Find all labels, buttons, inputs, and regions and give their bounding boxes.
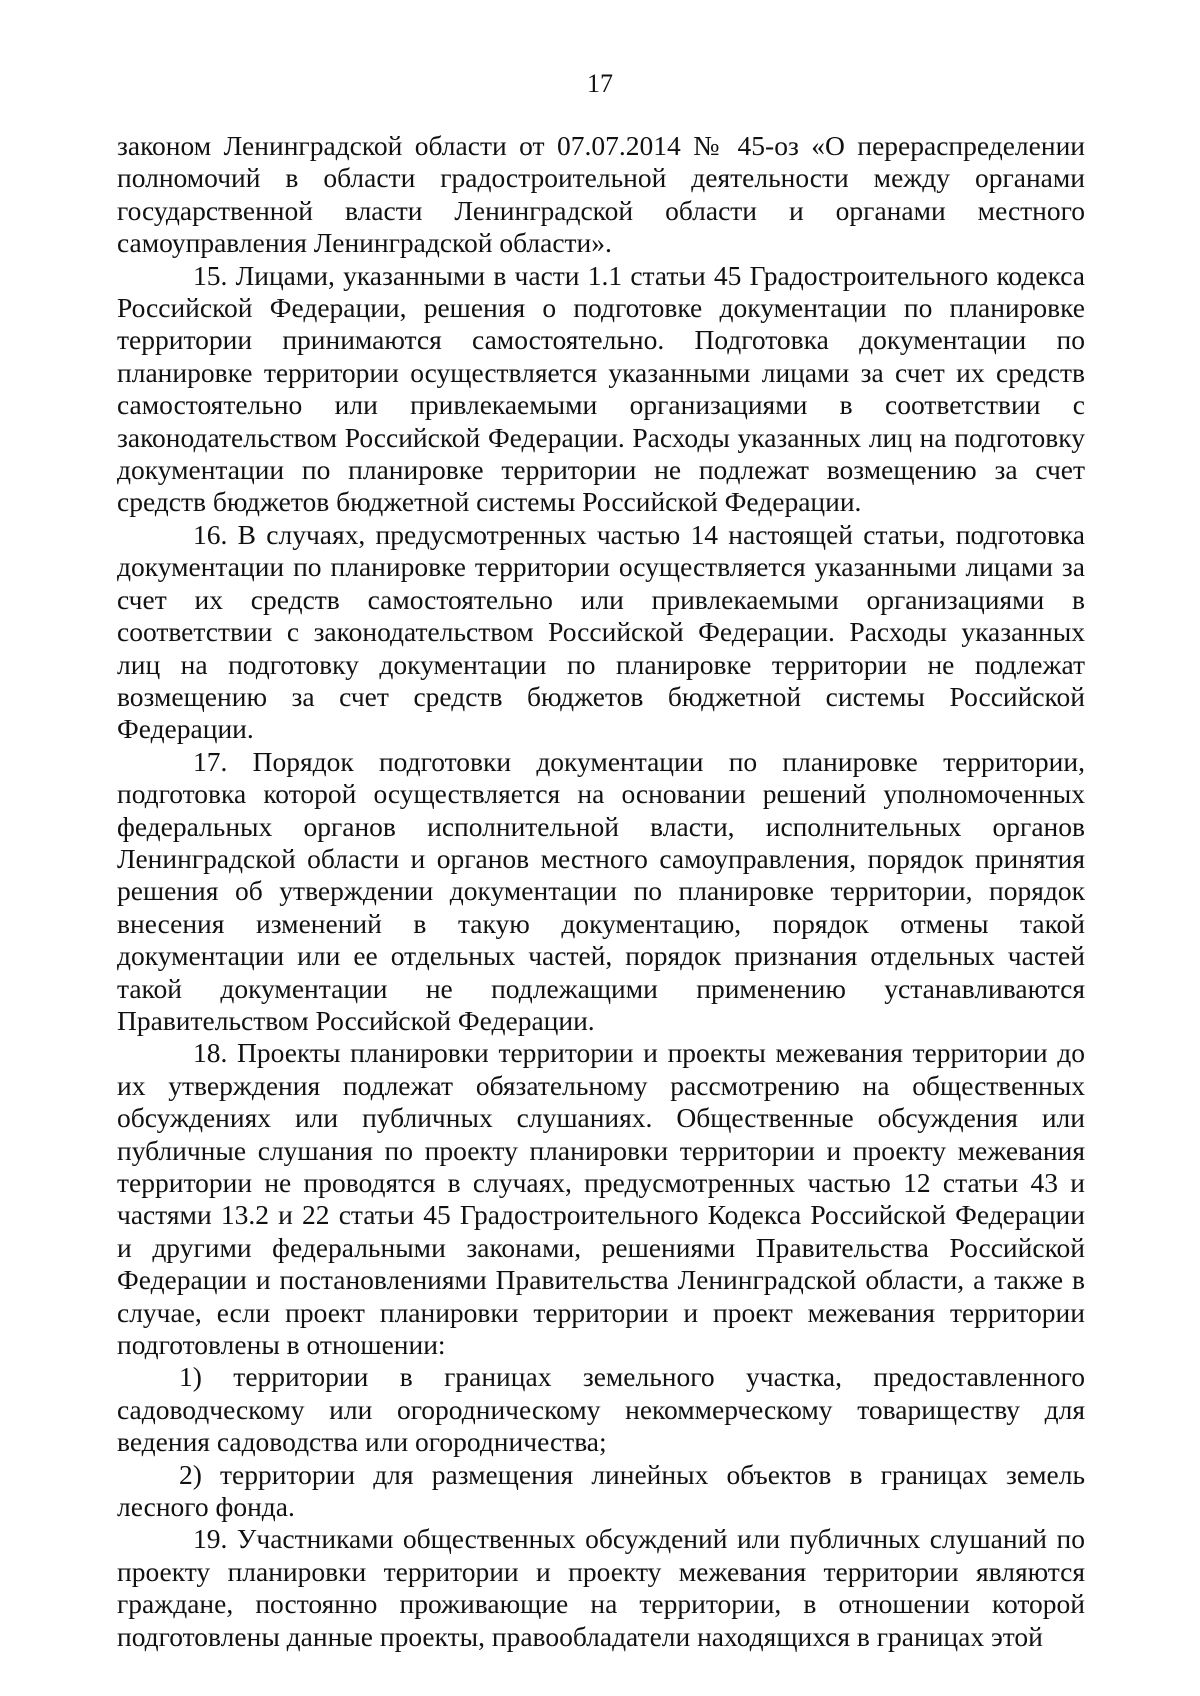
- paragraph-19: 19. Участниками общественных обсуждений или публичных слушаний по проекту планировки территории и проекту межевания территории являются граждане, постоянно проживающие на территории, в отношении которой подготовлены данные проекты, правообладатели находящихся в границах этой: [117, 1523, 1085, 1652]
- paragraph-17: 17. Порядок подготовки документации по планировке территории, подготовка которой осуществляется на основании решений уполномоченных федеральных органов исполнительной власти, исполнительных органов Ленинградской области и органов местного самоуправления, порядок принятия решения об утверждении документации по планировке территории, порядок внесения изменений в такую документацию, порядок отмены такой документации или ее отдельных частей, порядок признания отдельных частей такой документации не подлежащими применению устанавливаются Правительством Российской Федерации.: [117, 745, 1085, 1036]
- paragraph-continuation: законом Ленинградской области от 07.07.2014 № 45-оз «О перераспределении полномочий в области градостроительной деятельности между органами государственной власти Ленинградской области и органами местного самоуправления Ленинградской области».: [117, 130, 1085, 259]
- list-item-1: 1) территории в границах земельного участка, предоставленного садоводческому или огородническому некоммерческому товариществу для ведения садоводства или огородничества;: [117, 1361, 1085, 1458]
- paragraph-15: 15. Лицами, указанными в части 1.1 статьи 45 Градостроительного кодекса Российской Федерации, решения о подготовке документации по планировке территории принимаются самостоятельно. Подготовка документации по планировке территории осуществляется указанными лицами за счет их средств самостоятельно или привлекаемыми организациями в соответствии с законодательством Российской Федерации. Расходы указанных лиц на подготовку документации по планировке территории не подлежат возмещению за счет средств бюджетов бюджетной системы Российской Федерации.: [117, 259, 1085, 518]
- list-item-2: 2) территории для размещения линейных объектов в границах земель лесного фонда.: [117, 1458, 1085, 1523]
- page-number: 17: [587, 69, 613, 98]
- paragraph-18: 18. Проекты планировки территории и проекты межевания территории до их утверждения подлежат обязательному рассмотрению на общественных обсуждениях или публичных слушаниях. Общественные обсуждения или публичные слушания по проекту планировки территории и проекту межевания территории не проводятся в случаях, предусмотренных частью 12 статьи 43 и частями 13.2 и 22 статьи 45 Градостроительного Кодекса Российской Федерации и другими федеральными законами, решениями Правительства Российской Федерации и постановлениями Правительства Ленинградской области, а также в случае, если проект планировки территории и проект межевания территории подготовлены в отношении:: [117, 1037, 1085, 1361]
- paragraph-16: 16. В случаях, предусмотренных частью 14 настоящей статьи, подготовка документации по планировке территории осуществляется указанными лицами за счет их средств самостоятельно или привлекаемыми организациями в соответствии с законодательством Российской Федерации. Расходы указанных лиц на подготовку документации по планировке территории не подлежат возмещению за счет средств бюджетов бюджетной системы Российской Федерации.: [117, 518, 1085, 745]
- document-body: [117, 130, 1085, 1653]
